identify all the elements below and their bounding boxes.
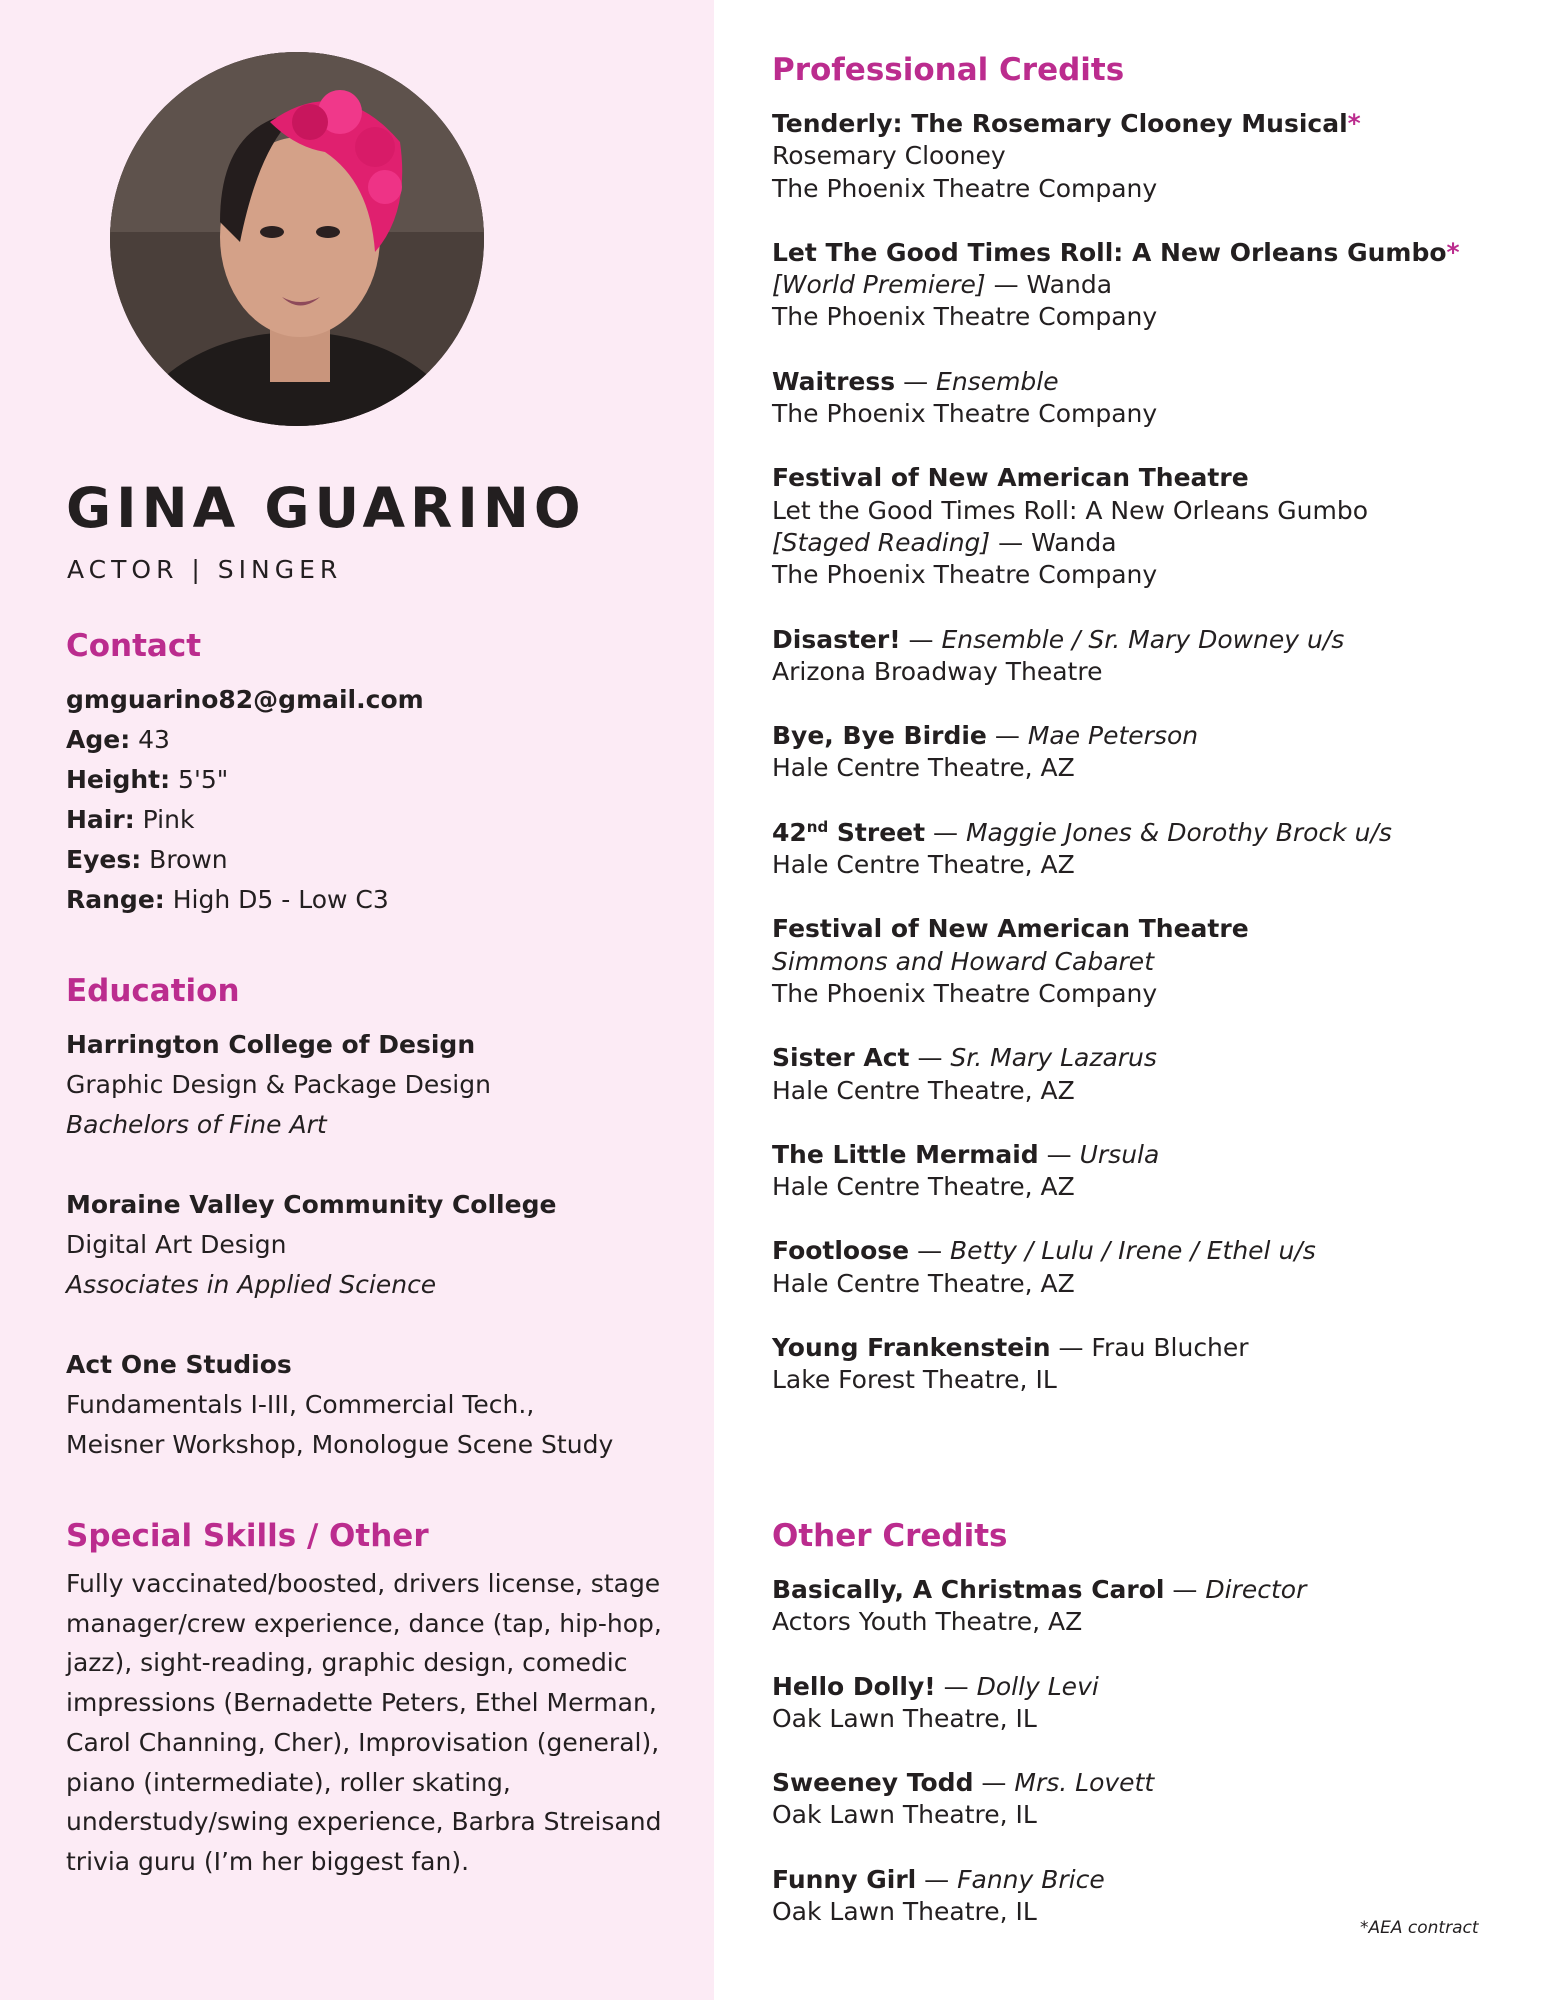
credit-item: Sister Act — Sr. Mary Lazarus Hale Centre Theatre, AZ <box>772 1042 1512 1107</box>
education-degree: Associates in Applied Science <box>66 1270 437 1299</box>
credit-title: 42nd Street <box>772 817 926 847</box>
credit-item: Festival of New American Theatre Let the Good Times Roll: A New Orleans Gumbo [Staged Reading] — Wanda The Phoenix Theatre Company <box>772 462 1512 591</box>
credit-item: Footloose — Betty / Lulu / Irene / Ethel u/s Hale Centre Theatre, AZ <box>772 1235 1512 1300</box>
credit-item: Sweeney Todd — Mrs. Lovett Oak Lawn Theatre, IL <box>772 1767 1512 1832</box>
credit-title: Young Frankenstein <box>772 1333 1051 1363</box>
contact-eyes: Eyes: Brown <box>66 845 228 874</box>
credit-item: Young Frankenstein — Frau Blucher Lake Forest Theatre, IL <box>772 1332 1512 1397</box>
credit-venue: The Phoenix Theatre Company <box>772 978 1158 1008</box>
contact-section <box>66 628 686 920</box>
credit-title: The Little Mermaid <box>772 1139 1039 1169</box>
education-school: Harrington College of Design <box>66 1030 476 1059</box>
credit-venue: Hale Centre Theatre, AZ <box>772 1268 1075 1298</box>
other-credits-section <box>772 1518 1512 1960</box>
credit-venue: Arizona Broadway Theatre <box>772 656 1103 686</box>
credit-role: Betty / Lulu / Irene / Ethel u/s <box>950 1236 1316 1266</box>
education-item <box>66 1345 686 1465</box>
skills-text: Fully vaccinated/boosted, drivers license, stage manager/crew experience, dance (tap, hip-hop, jazz), sight-reading, graphic design, comedic impressions (Bernadette Peters, Ethel Merman, Carol Channing, Cher), Improvisation (general), piano (intermediate), roller skating, understudy/swing experience, Barbra Streisand trivia guru (I’m her biggest fan). <box>66 1569 662 1876</box>
candidate-tagline: ACTOR | SINGER <box>67 555 343 584</box>
credit-venue: The Phoenix Theatre Company <box>772 399 1158 429</box>
credit-note: [Staged Reading] <box>772 527 991 557</box>
credit-title: Funny Girl <box>772 1864 917 1894</box>
credit-venue: Oak Lawn Theatre, IL <box>772 1897 1037 1927</box>
credit-title: Tenderly: The Rosemary Clooney Musical <box>772 109 1348 138</box>
education-program: Graphic Design & Package Design <box>66 1070 491 1099</box>
credit-title: Waitress <box>772 366 896 396</box>
credit-show: Let the Good Times Roll: A New Orleans Gumbo <box>772 495 1369 525</box>
credit-role: Fanny Brice <box>957 1864 1105 1894</box>
credit-role: Maggie Jones & Dorothy Brock u/s <box>965 817 1392 847</box>
candidate-name: GINA GUARINO <box>66 476 586 540</box>
credit-venue: Lake Forest Theatre, IL <box>772 1365 1057 1395</box>
education-school: Act One Studios <box>66 1350 292 1379</box>
credit-venue: The Phoenix Theatre Company <box>772 173 1158 203</box>
credit-venue: Oak Lawn Theatre, IL <box>772 1703 1037 1733</box>
credit-role: Director <box>1205 1575 1307 1604</box>
credit-title: Sister Act <box>772 1043 910 1073</box>
credit-item: Waitress — Ensemble The Phoenix Theatre Company <box>772 366 1512 431</box>
education-item <box>66 1025 686 1145</box>
credit-item: Disaster! — Ensemble / Sr. Mary Downey u/s Arizona Broadway Theatre <box>772 624 1512 689</box>
credit-venue: Hale Centre Theatre, AZ <box>772 753 1075 783</box>
credit-item: Hello Dolly! — Dolly Levi Oak Lawn Theatre, IL <box>772 1671 1512 1736</box>
aea-footnote: *AEA contract <box>1360 1918 1479 1938</box>
credit-role: Frau Blucher <box>1091 1333 1249 1363</box>
education-heading: Education <box>66 973 240 1009</box>
credit-role: Ensemble / Sr. Mary Downey u/s <box>941 624 1345 654</box>
credit-show: Simmons and Howard Cabaret <box>772 946 1154 976</box>
credit-title: Festival of New American Theatre <box>772 914 1249 944</box>
contact-range: Range: High D5 - Low C3 <box>66 885 389 914</box>
credit-role: Dolly Levi <box>976 1671 1099 1701</box>
education-section <box>66 973 686 1505</box>
other-credits-heading: Other Credits <box>772 1518 1008 1554</box>
skills-section <box>66 1518 666 1882</box>
contact-age: Age: 43 <box>66 725 170 754</box>
aea-star: * <box>1347 109 1361 138</box>
credit-venue: Hale Centre Theatre, AZ <box>772 850 1075 880</box>
credit-item: Bye, Bye Birdie — Mae Peterson Hale Centre Theatre, AZ <box>772 720 1512 785</box>
credit-role: Mrs. Lovett <box>1014 1768 1155 1798</box>
aea-star: * <box>1446 237 1460 267</box>
professional-credits-heading: Professional Credits <box>772 52 1125 88</box>
sidebar <box>0 0 714 2000</box>
credit-title: Disaster! <box>772 624 901 654</box>
contact-heading: Contact <box>66 628 202 664</box>
contact-hair: Hair: Pink <box>66 805 195 834</box>
credit-item: 42nd Street — Maggie Jones & Dorothy Brock u/s Hale Centre Theatre, AZ <box>772 817 1512 882</box>
credit-role: Ursula <box>1079 1139 1160 1169</box>
education-item <box>66 1185 686 1305</box>
education-program-cont: Meisner Workshop, Monologue Scene Study <box>66 1430 614 1459</box>
credit-title: Sweeney Todd <box>772 1768 974 1798</box>
credit-venue: The Phoenix Theatre Company <box>772 302 1158 332</box>
credit-role: Sr. Mary Lazarus <box>950 1043 1157 1073</box>
credit-item: The Little Mermaid — Ursula Hale Centre Theatre, AZ <box>772 1139 1512 1204</box>
education-school: Moraine Valley Community College <box>66 1190 557 1219</box>
credit-item: Let The Good Times Roll: A New Orleans Gumbo* [World Premiere] — Wanda The Phoenix Theatre Company <box>772 237 1512 334</box>
credit-venue: Hale Centre Theatre, AZ <box>772 1172 1075 1202</box>
credit-item <box>772 108 1512 205</box>
credit-title: Hello Dolly! <box>772 1671 936 1701</box>
credit-title: Basically, A Christmas Carol <box>772 1575 1165 1604</box>
credit-venue: The Phoenix Theatre Company <box>772 560 1158 590</box>
credit-item <box>772 913 1512 1010</box>
contact-email[interactable]: gmguarino82@gmail.com <box>66 685 424 714</box>
credit-note: [World Premiere] <box>772 270 986 300</box>
headshot-photo <box>110 52 484 426</box>
credit-item: Basically, A Christmas Carol — Director Actors Youth Theatre, AZ <box>772 1574 1512 1639</box>
credit-venue: Hale Centre Theatre, AZ <box>772 1075 1075 1105</box>
credit-role: Mae Peterson <box>1027 721 1199 751</box>
credit-title: Festival of New American Theatre <box>772 463 1249 493</box>
credit-venue: Oak Lawn Theatre, IL <box>772 1800 1037 1830</box>
credit-venue: Actors Youth Theatre, AZ <box>772 1607 1083 1637</box>
credit-role: Wanda <box>1031 527 1117 557</box>
education-degree: Bachelors of Fine Art <box>66 1110 327 1139</box>
skills-heading: Special Skills / Other <box>66 1518 429 1554</box>
credit-item: Funny Girl — Fanny Brice Oak Lawn Theatre, IL <box>772 1864 1512 1929</box>
education-program: Fundamentals I-III, Commercial Tech., <box>66 1390 535 1419</box>
credit-title: Let The Good Times Roll: A New Orleans Gumbo <box>772 237 1447 267</box>
education-program: Digital Art Design <box>66 1230 287 1259</box>
credit-role: Ensemble <box>936 366 1059 396</box>
portrait-illustration <box>110 52 484 426</box>
credit-title: Footloose <box>772 1236 910 1266</box>
contact-height: Height: 5'5" <box>66 765 229 794</box>
credit-role: Rosemary Clooney <box>772 141 1006 171</box>
credit-role: Wanda <box>1026 270 1113 300</box>
professional-credits-section <box>772 52 1512 1429</box>
credit-title: Bye, Bye Birdie <box>772 721 987 751</box>
